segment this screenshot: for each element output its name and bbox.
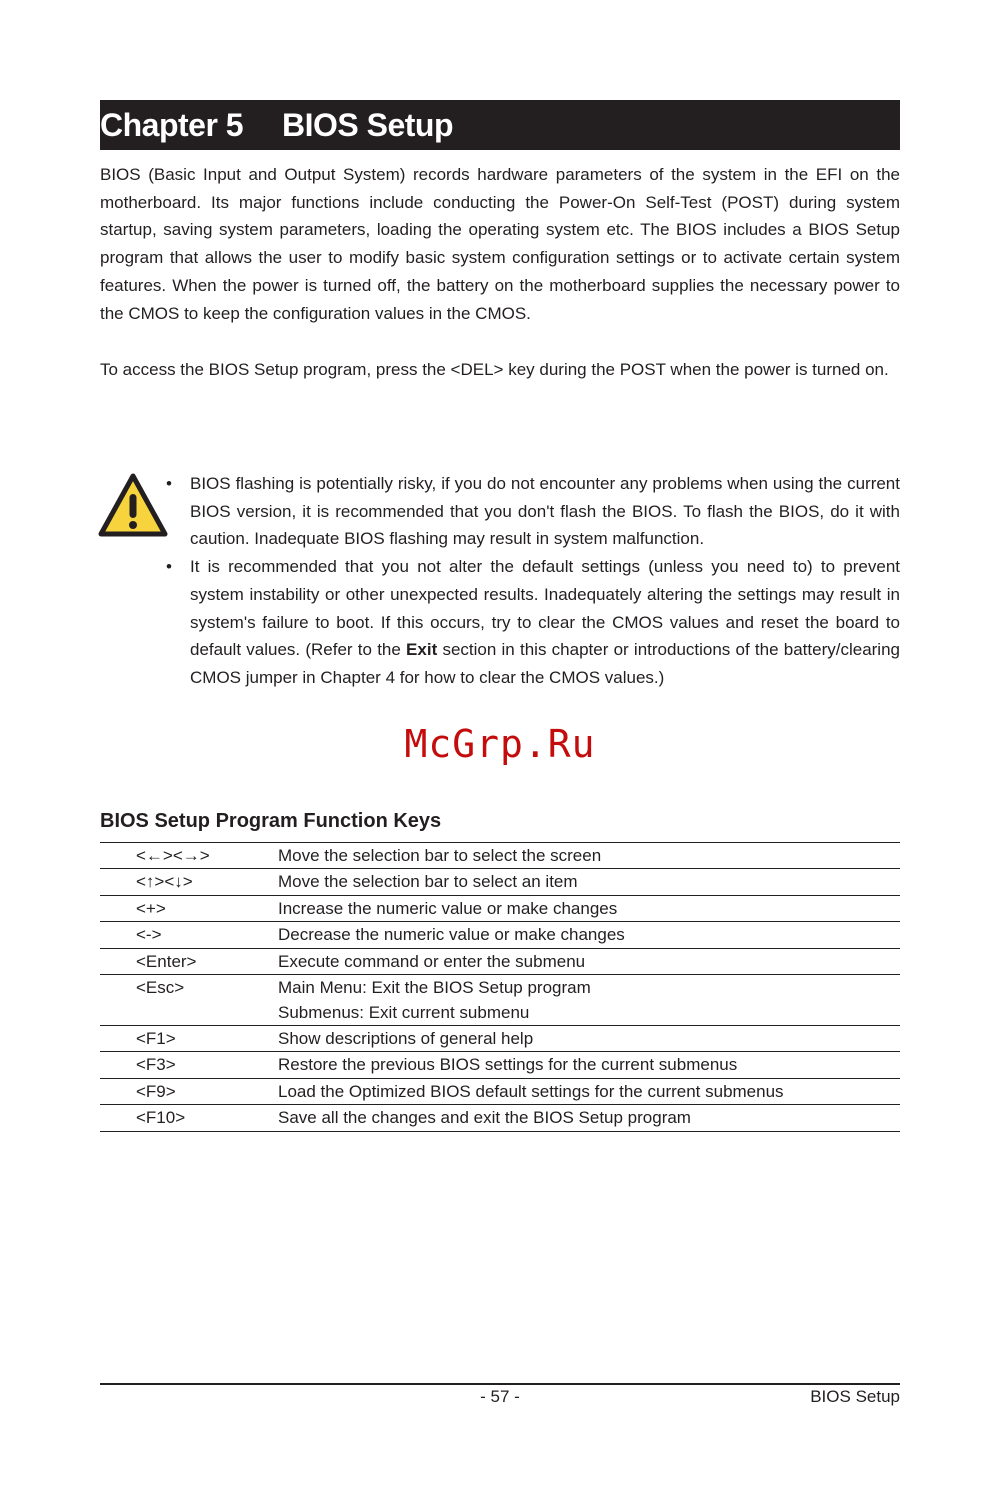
key-cell: <F3> [100,1052,278,1078]
key-cell: <Esc> [100,974,278,1025]
description-line: Main Menu: Exit the BIOS Setup program [278,977,591,997]
key-cell: <↑><↓> [100,869,278,895]
table-row [100,843,900,869]
description-line: Submenus: Exit current submenu [278,1002,530,1022]
description-cell: Increase the numeric value or make changes [278,895,900,921]
table-row [100,922,900,948]
description-cell: Load the Optimized BIOS default settings for the current submenus [278,1078,900,1104]
description-cell [278,974,900,1025]
function-keys-table [100,842,900,1132]
table-row [100,1078,900,1104]
warning-note [164,470,900,553]
description-cell: Move the selection bar to select the screen [278,843,900,869]
key-cell: <F1> [100,1025,278,1051]
warning-note-text-end: section in this chapter or introductions of the battery/clearing CMOS jumper in Chapter 4 for how to clear the CMOS values.) [190,640,900,687]
chapter-title: BIOS Setup [282,107,454,143]
description-cell: Move the selection bar to select an item [278,869,900,895]
description-cell: Save all the changes and exit the BIOS Setup program [278,1105,900,1131]
description-cell: Decrease the numeric value or make changes [278,922,900,948]
key-cell: <←><→> [100,843,278,869]
chapter-label: Chapter 5 [100,107,244,143]
table-row [100,1105,900,1131]
key-cell: <-> [100,922,278,948]
key-cell: <F9> [100,1078,278,1104]
table-row [100,1052,900,1078]
table-row [100,974,900,1025]
footer-section-title: BIOS Setup [810,1387,900,1406]
description-cell: Show descriptions of general help [278,1025,900,1051]
footer-divider [100,1383,900,1385]
intro-paragraph: BIOS (Basic Input and Output System) records hardware parameters of the system in the EFI on the motherboard. Its major functions include conducting the Power-On Self-Test (POST) during system startup, saving system parameters, loading the operating system etc. The BIOS includes a BIOS Setup program that allows the user to modify basic system configuration settings or to activate certain system features. When the power is turned off, the battery on the motherboard supplies the necessary power to the CMOS to keep the configuration values in the CMOS. [100,165,900,323]
key-cell: <Enter> [100,948,278,974]
watermark: McGrp.Ru [404,722,596,766]
bullet: • [166,557,172,577]
warning-triangle-icon [97,472,169,540]
bullet: • [166,474,172,493]
description-cell: Execute command or enter the submenu [278,948,900,974]
description-cell: Restore the previous BIOS settings for the current submenus [278,1052,900,1078]
access-instruction: To access the BIOS Setup program, press the <DEL> key during the POST when the power is turned on. [100,360,889,379]
exit-section-reference: Exit [406,640,438,660]
chapter-banner [100,100,900,150]
table-row [100,1025,900,1051]
warning-note [164,553,900,692]
warning-notes [164,470,900,692]
table-row [100,869,900,895]
table-row [100,948,900,974]
warning-note-text-start: It is recommended that you not alter the default settings (unless you need to) to prevent system instability or other unexpected results. Inadequately altering the settings may result in system's failure to boot. If this occurs, try to clear the CMOS values and reset the board to default values. (Refer to the [190,557,900,660]
table-row [100,895,900,921]
page-number: - 57 - [480,1387,520,1406]
key-cell: <+> [100,895,278,921]
key-cell: <F10> [100,1105,278,1131]
function-keys-heading: BIOS Setup Program Function Keys [100,810,442,832]
warning-note-text: BIOS flashing is potentially risky, if you do not encounter any problems when using the current BIOS version, it is recommended that you don't flash the BIOS. To flash the BIOS, do it with caution. Inadequate BIOS flashing may result in system malfunction. [190,474,900,549]
